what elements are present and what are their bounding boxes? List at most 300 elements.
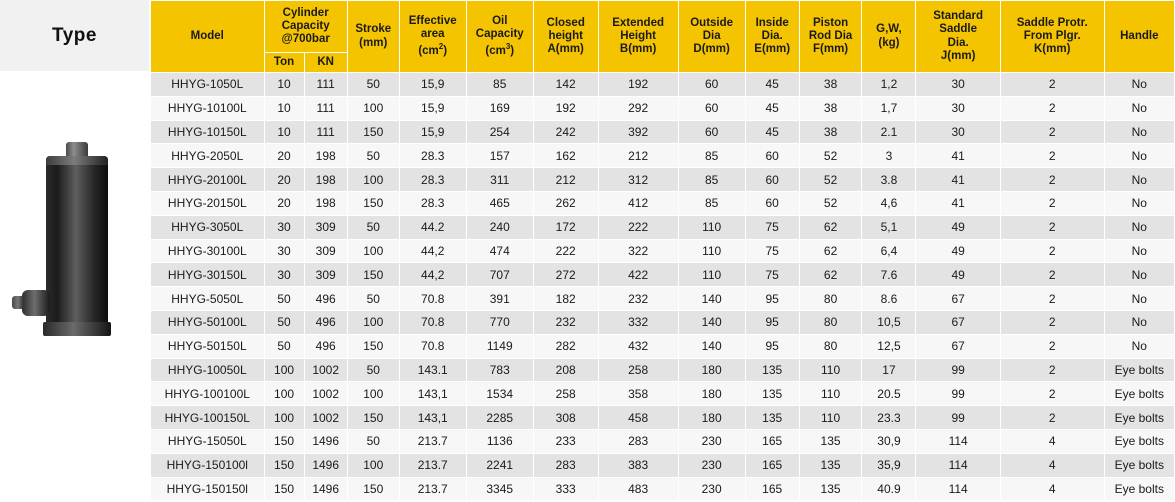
cell-handle: Eye bolts [1104, 429, 1174, 453]
cell-model: HHYG-100150L [151, 406, 265, 430]
cell-model: HHYG-100100L [151, 382, 265, 406]
cell-model: HHYG-10100L [151, 96, 265, 120]
cell-capacity-kn: 1496 [304, 453, 347, 477]
cell-inside-dia: 135 [745, 358, 799, 382]
closed-height-line2: height [548, 29, 583, 42]
cell-outside-dia: 85 [678, 168, 745, 192]
cell-saddle-dia: 41 [916, 168, 1000, 192]
cell-closed-height: 262 [533, 191, 598, 215]
table-row [151, 406, 1175, 430]
cell-capacity-ton: 10 [264, 96, 304, 120]
cell-capacity-ton: 10 [264, 120, 304, 144]
cell-saddle-protrusion: 2 [1000, 239, 1104, 263]
cell-outside-dia: 140 [678, 310, 745, 334]
cell-extended-height: 192 [598, 73, 678, 97]
cell-inside-dia: 60 [745, 168, 799, 192]
cell-closed-height: 162 [533, 144, 598, 168]
cell-capacity-kn: 496 [304, 287, 347, 311]
cell-gross-weight: 4,6 [862, 191, 916, 215]
cell-oil-capacity: 465 [466, 191, 533, 215]
cell-gross-weight: 3 [862, 144, 916, 168]
cell-effective-area: 70.8 [399, 287, 466, 311]
cell-stroke: 150 [347, 334, 399, 358]
cell-saddle-protrusion: 2 [1000, 73, 1104, 97]
oil-capacity-exponent: 3 [505, 41, 511, 51]
cell-extended-height: 222 [598, 215, 678, 239]
cell-stroke: 100 [347, 382, 399, 406]
oil-capacity-unit: (cm [485, 44, 506, 57]
inside-dia-line1: Inside [755, 16, 789, 29]
cell-extended-height: 292 [598, 96, 678, 120]
cell-outside-dia: 140 [678, 334, 745, 358]
cell-handle: Eye bolts [1104, 406, 1174, 430]
cell-oil-capacity: 85 [466, 73, 533, 97]
cell-saddle-dia: 114 [916, 453, 1000, 477]
gw-line1: G,W, [876, 23, 902, 36]
gw-line2: (kg) [878, 36, 900, 49]
cell-oil-capacity: 783 [466, 358, 533, 382]
table-row [151, 453, 1175, 477]
cell-gross-weight: 5,1 [862, 215, 916, 239]
table-row [151, 168, 1175, 192]
spec-table [150, 0, 1175, 501]
cell-saddle-protrusion: 2 [1000, 287, 1104, 311]
cell-model: HHYG-50100L [151, 310, 265, 334]
cell-capacity-ton: 20 [264, 191, 304, 215]
saddle-protr-line1: Saddle Protr. [1016, 16, 1088, 29]
table-row [151, 382, 1175, 406]
cell-handle: No [1104, 96, 1174, 120]
cell-saddle-protrusion: 2 [1000, 144, 1104, 168]
cell-extended-height: 232 [598, 287, 678, 311]
saddle-dia-line1: Standard [933, 10, 984, 23]
cell-piston-rod-dia: 110 [799, 358, 862, 382]
cell-piston-rod-dia: 52 [799, 191, 862, 215]
cell-piston-rod-dia: 80 [799, 287, 862, 311]
outside-dia-line1: Outside [690, 16, 734, 29]
col-header-extended-height [598, 1, 678, 73]
cylinder-top-ring [46, 156, 108, 165]
cell-stroke: 150 [347, 477, 399, 501]
cell-outside-dia: 180 [678, 358, 745, 382]
cell-stroke: 100 [347, 453, 399, 477]
cell-saddle-dia: 99 [916, 406, 1000, 430]
cell-outside-dia: 110 [678, 215, 745, 239]
cell-stroke: 50 [347, 358, 399, 382]
cell-handle: No [1104, 120, 1174, 144]
cell-gross-weight: 1,7 [862, 96, 916, 120]
outside-dia-line3: D(mm) [693, 43, 730, 56]
cell-stroke: 50 [347, 429, 399, 453]
cell-oil-capacity: 157 [466, 144, 533, 168]
cell-oil-capacity: 770 [466, 310, 533, 334]
cell-saddle-protrusion: 2 [1000, 310, 1104, 334]
cell-gross-weight: 3.8 [862, 168, 916, 192]
cell-extended-height: 358 [598, 382, 678, 406]
cell-inside-dia: 135 [745, 406, 799, 430]
cell-stroke: 150 [347, 263, 399, 287]
cell-capacity-ton: 150 [264, 477, 304, 501]
cell-capacity-kn: 1496 [304, 429, 347, 453]
stroke-line2: (mm) [359, 36, 388, 49]
cell-inside-dia: 95 [745, 310, 799, 334]
cell-closed-height: 308 [533, 406, 598, 430]
col-header-outside-dia [678, 1, 745, 73]
cell-closed-height: 272 [533, 263, 598, 287]
cell-piston-rod-dia: 38 [799, 73, 862, 97]
cell-saddle-dia: 49 [916, 263, 1000, 287]
cell-inside-dia: 45 [745, 120, 799, 144]
cell-extended-height: 258 [598, 358, 678, 382]
cell-gross-weight: 6,4 [862, 239, 916, 263]
cell-closed-height: 282 [533, 334, 598, 358]
col-header-effective-area [399, 1, 466, 73]
table-body [151, 73, 1175, 501]
cylinder-capacity-line3: @700bar [281, 33, 330, 46]
cell-effective-area: 44,2 [399, 239, 466, 263]
cell-outside-dia: 110 [678, 263, 745, 287]
cell-model: HHYG-10050L [151, 358, 265, 382]
cell-capacity-ton: 150 [264, 453, 304, 477]
cell-closed-height: 182 [533, 287, 598, 311]
cell-inside-dia: 75 [745, 215, 799, 239]
table-header-row [151, 1, 1175, 53]
cell-oil-capacity: 1534 [466, 382, 533, 406]
cell-gross-weight: 12,5 [862, 334, 916, 358]
cell-outside-dia: 230 [678, 477, 745, 501]
piston-rod-line2: Rod Dia [808, 29, 853, 42]
cell-capacity-kn: 496 [304, 310, 347, 334]
cell-piston-rod-dia: 52 [799, 144, 862, 168]
cell-oil-capacity: 3345 [466, 477, 533, 501]
cell-capacity-kn: 309 [304, 239, 347, 263]
inside-dia-line2: Dia. [761, 29, 783, 42]
cylinder-capacity-line1: Cylinder [282, 6, 329, 19]
cell-inside-dia: 45 [745, 96, 799, 120]
cell-capacity-ton: 50 [264, 287, 304, 311]
cell-gross-weight: 40.9 [862, 477, 916, 501]
cell-model: HHYG-5050L [151, 287, 265, 311]
effective-area-line2: area [420, 28, 445, 41]
cell-effective-area: 213.7 [399, 453, 466, 477]
cell-model: HHYG-10150L [151, 120, 265, 144]
cell-saddle-dia: 30 [916, 96, 1000, 120]
cell-saddle-protrusion: 4 [1000, 477, 1104, 501]
cell-extended-height: 332 [598, 310, 678, 334]
cell-capacity-ton: 100 [264, 358, 304, 382]
cell-capacity-ton: 20 [264, 144, 304, 168]
col-header-model: Model [151, 1, 265, 73]
cell-effective-area: 143,1 [399, 382, 466, 406]
cell-handle: Eye bolts [1104, 453, 1174, 477]
cell-inside-dia: 95 [745, 334, 799, 358]
table-row [151, 144, 1175, 168]
col-header-handle: Handle [1104, 1, 1174, 73]
cell-piston-rod-dia: 62 [799, 239, 862, 263]
cell-capacity-kn: 309 [304, 263, 347, 287]
cell-effective-area: 15,9 [399, 120, 466, 144]
cell-closed-height: 192 [533, 96, 598, 120]
cell-effective-area: 44.2 [399, 215, 466, 239]
saddle-protr-line3: K(mm) [1034, 43, 1071, 56]
table-row [151, 477, 1175, 501]
cell-gross-weight: 30,9 [862, 429, 916, 453]
cell-saddle-protrusion: 2 [1000, 406, 1104, 430]
cell-handle: No [1104, 144, 1174, 168]
cell-extended-height: 458 [598, 406, 678, 430]
cell-model: HHYG-3050L [151, 215, 265, 239]
cell-oil-capacity: 1136 [466, 429, 533, 453]
cell-piston-rod-dia: 80 [799, 310, 862, 334]
cell-saddle-dia: 49 [916, 215, 1000, 239]
cell-effective-area: 44,2 [399, 263, 466, 287]
cell-effective-area: 70.8 [399, 334, 466, 358]
cell-extended-height: 322 [598, 239, 678, 263]
col-header-gross-weight [862, 1, 916, 73]
cell-oil-capacity: 707 [466, 263, 533, 287]
cell-capacity-ton: 50 [264, 310, 304, 334]
cell-outside-dia: 85 [678, 144, 745, 168]
cell-closed-height: 172 [533, 215, 598, 239]
cell-model: HHYG-20150L [151, 191, 265, 215]
cell-model: HHYG-20100L [151, 168, 265, 192]
effective-area-unit: (cm [418, 44, 439, 57]
cell-stroke: 150 [347, 120, 399, 144]
cell-model: HHYG-2050L [151, 144, 265, 168]
cell-extended-height: 483 [598, 477, 678, 501]
table-row [151, 73, 1175, 97]
table-row [151, 287, 1175, 311]
type-header: Type [0, 0, 149, 72]
col-header-inside-dia [745, 1, 799, 73]
cell-oil-capacity: 240 [466, 215, 533, 239]
cell-saddle-protrusion: 2 [1000, 358, 1104, 382]
extended-height-line3: B(mm) [619, 43, 657, 56]
cell-inside-dia: 75 [745, 239, 799, 263]
cell-saddle-dia: 67 [916, 287, 1000, 311]
cell-model: HHYG-150100l [151, 453, 265, 477]
cell-stroke: 100 [347, 239, 399, 263]
table-row [151, 215, 1175, 239]
cell-gross-weight: 23.3 [862, 406, 916, 430]
cell-handle: No [1104, 191, 1174, 215]
cell-capacity-ton: 150 [264, 429, 304, 453]
cell-piston-rod-dia: 38 [799, 120, 862, 144]
cell-capacity-kn: 1002 [304, 406, 347, 430]
table-row [151, 120, 1175, 144]
type-column [0, 0, 150, 502]
cell-oil-capacity: 254 [466, 120, 533, 144]
cell-model: HHYG-30150L [151, 263, 265, 287]
cell-capacity-kn: 111 [304, 120, 347, 144]
cell-closed-height: 232 [533, 310, 598, 334]
cell-saddle-dia: 67 [916, 334, 1000, 358]
cell-capacity-kn: 111 [304, 73, 347, 97]
saddle-dia-line4: J(mm) [940, 49, 976, 62]
cell-saddle-dia: 49 [916, 239, 1000, 263]
cell-gross-weight: 2.1 [862, 120, 916, 144]
cell-closed-height: 333 [533, 477, 598, 501]
cell-capacity-ton: 100 [264, 406, 304, 430]
cell-saddle-dia: 99 [916, 358, 1000, 382]
extended-height-line1: Extended [612, 16, 664, 29]
cell-inside-dia: 60 [745, 191, 799, 215]
cell-oil-capacity: 1149 [466, 334, 533, 358]
cell-gross-weight: 35,9 [862, 453, 916, 477]
stroke-line1: Stroke [355, 23, 392, 36]
cell-saddle-protrusion: 4 [1000, 429, 1104, 453]
cell-capacity-kn: 198 [304, 168, 347, 192]
cell-inside-dia: 165 [745, 429, 799, 453]
cell-handle: No [1104, 215, 1174, 239]
cell-oil-capacity: 391 [466, 287, 533, 311]
cell-outside-dia: 230 [678, 429, 745, 453]
cell-stroke: 50 [347, 287, 399, 311]
piston-rod-line3: F(mm) [813, 43, 849, 56]
cylinder-capacity-line2: Capacity [281, 19, 330, 32]
oil-capacity-line2: Capacity [475, 28, 524, 41]
cell-handle: No [1104, 334, 1174, 358]
cell-stroke: 100 [347, 310, 399, 334]
closed-height-line3: A(mm) [547, 43, 584, 56]
cell-capacity-kn: 111 [304, 96, 347, 120]
inside-dia-line3: E(mm) [754, 43, 791, 56]
effective-area-line3: $(cm^2)$ [418, 41, 448, 57]
cell-outside-dia: 230 [678, 453, 745, 477]
cell-closed-height: 142 [533, 73, 598, 97]
cell-saddle-protrusion: 4 [1000, 453, 1104, 477]
hydraulic-cylinder-illustration [10, 142, 140, 362]
cell-saddle-dia: 67 [916, 310, 1000, 334]
cell-model: HHYG-15050L [151, 429, 265, 453]
cell-effective-area: 28.3 [399, 144, 466, 168]
cell-closed-height: 212 [533, 168, 598, 192]
cell-gross-weight: 17 [862, 358, 916, 382]
cell-stroke: 50 [347, 73, 399, 97]
cell-inside-dia: 135 [745, 382, 799, 406]
cell-piston-rod-dia: 110 [799, 406, 862, 430]
cell-saddle-protrusion: 2 [1000, 263, 1104, 287]
cell-capacity-ton: 50 [264, 334, 304, 358]
cell-saddle-protrusion: 2 [1000, 120, 1104, 144]
cell-saddle-protrusion: 2 [1000, 215, 1104, 239]
cell-piston-rod-dia: 80 [799, 334, 862, 358]
cell-stroke: 100 [347, 168, 399, 192]
cell-capacity-kn: 1002 [304, 358, 347, 382]
col-header-piston-rod-dia [799, 1, 862, 73]
cell-saddle-dia: 99 [916, 382, 1000, 406]
spec-table-wrap [150, 0, 1175, 502]
cell-extended-height: 432 [598, 334, 678, 358]
table-row [151, 310, 1175, 334]
effective-area-exponent: 2 [438, 41, 444, 51]
table-row [151, 358, 1175, 382]
cell-handle: No [1104, 168, 1174, 192]
cell-handle: No [1104, 73, 1174, 97]
cell-oil-capacity: 2285 [466, 406, 533, 430]
cell-capacity-kn: 496 [304, 334, 347, 358]
piston-rod-line1: Piston [813, 16, 849, 29]
cell-closed-height: 208 [533, 358, 598, 382]
cell-saddle-protrusion: 2 [1000, 191, 1104, 215]
cylinder-port-nipple [12, 296, 24, 309]
cell-extended-height: 312 [598, 168, 678, 192]
cell-piston-rod-dia: 110 [799, 382, 862, 406]
cell-capacity-ton: 30 [264, 263, 304, 287]
cell-closed-height: 283 [533, 453, 598, 477]
cell-capacity-ton: 10 [264, 73, 304, 97]
effective-area-line1: Effective [408, 15, 457, 28]
saddle-dia-line3: Dia. [947, 36, 969, 49]
cell-effective-area: 15,9 [399, 73, 466, 97]
cell-saddle-dia: 41 [916, 144, 1000, 168]
cylinder-oil-port [22, 290, 50, 316]
cell-oil-capacity: 311 [466, 168, 533, 192]
cell-capacity-kn: 198 [304, 191, 347, 215]
cell-inside-dia: 95 [745, 287, 799, 311]
col-header-closed-height [533, 1, 598, 73]
cell-capacity-ton: 20 [264, 168, 304, 192]
cell-closed-height: 233 [533, 429, 598, 453]
cell-piston-rod-dia: 135 [799, 429, 862, 453]
cell-effective-area: 28.3 [399, 168, 466, 192]
cell-model: HHYG-50150L [151, 334, 265, 358]
table-row [151, 263, 1175, 287]
cell-stroke: 100 [347, 96, 399, 120]
cell-effective-area: 70.8 [399, 310, 466, 334]
cell-model: HHYG-150150l [151, 477, 265, 501]
cell-oil-capacity: 474 [466, 239, 533, 263]
cell-saddle-protrusion: 2 [1000, 96, 1104, 120]
cell-oil-capacity: 169 [466, 96, 533, 120]
cell-capacity-ton: 30 [264, 239, 304, 263]
table-row [151, 239, 1175, 263]
col-header-capacity-ton: Ton [264, 53, 304, 73]
cell-inside-dia: 60 [745, 144, 799, 168]
cell-piston-rod-dia: 52 [799, 168, 862, 192]
col-header-oil-capacity [466, 1, 533, 73]
table-row [151, 334, 1175, 358]
cell-handle: Eye bolts [1104, 382, 1174, 406]
cell-outside-dia: 110 [678, 239, 745, 263]
saddle-dia-line2: Saddle [939, 23, 977, 36]
cell-capacity-ton: 30 [264, 215, 304, 239]
cell-saddle-dia: 30 [916, 120, 1000, 144]
cell-piston-rod-dia: 135 [799, 477, 862, 501]
cell-saddle-protrusion: 2 [1000, 334, 1104, 358]
outside-dia-line2: Dia [702, 29, 721, 42]
cell-piston-rod-dia: 62 [799, 263, 862, 287]
type-image-area [0, 72, 149, 502]
cell-saddle-protrusion: 2 [1000, 382, 1104, 406]
cell-effective-area: 28.3 [399, 191, 466, 215]
cell-extended-height: 212 [598, 144, 678, 168]
cell-piston-rod-dia: 38 [799, 96, 862, 120]
table-row [151, 191, 1175, 215]
cell-saddle-protrusion: 2 [1000, 168, 1104, 192]
cell-stroke: 50 [347, 144, 399, 168]
cell-outside-dia: 60 [678, 96, 745, 120]
cell-handle: No [1104, 310, 1174, 334]
cell-effective-area: 213.7 [399, 429, 466, 453]
cell-stroke: 150 [347, 406, 399, 430]
cell-extended-height: 412 [598, 191, 678, 215]
cell-outside-dia: 140 [678, 287, 745, 311]
cell-outside-dia: 60 [678, 120, 745, 144]
cell-outside-dia: 60 [678, 73, 745, 97]
cell-handle: No [1104, 239, 1174, 263]
extended-height-line2: Height [620, 29, 657, 42]
